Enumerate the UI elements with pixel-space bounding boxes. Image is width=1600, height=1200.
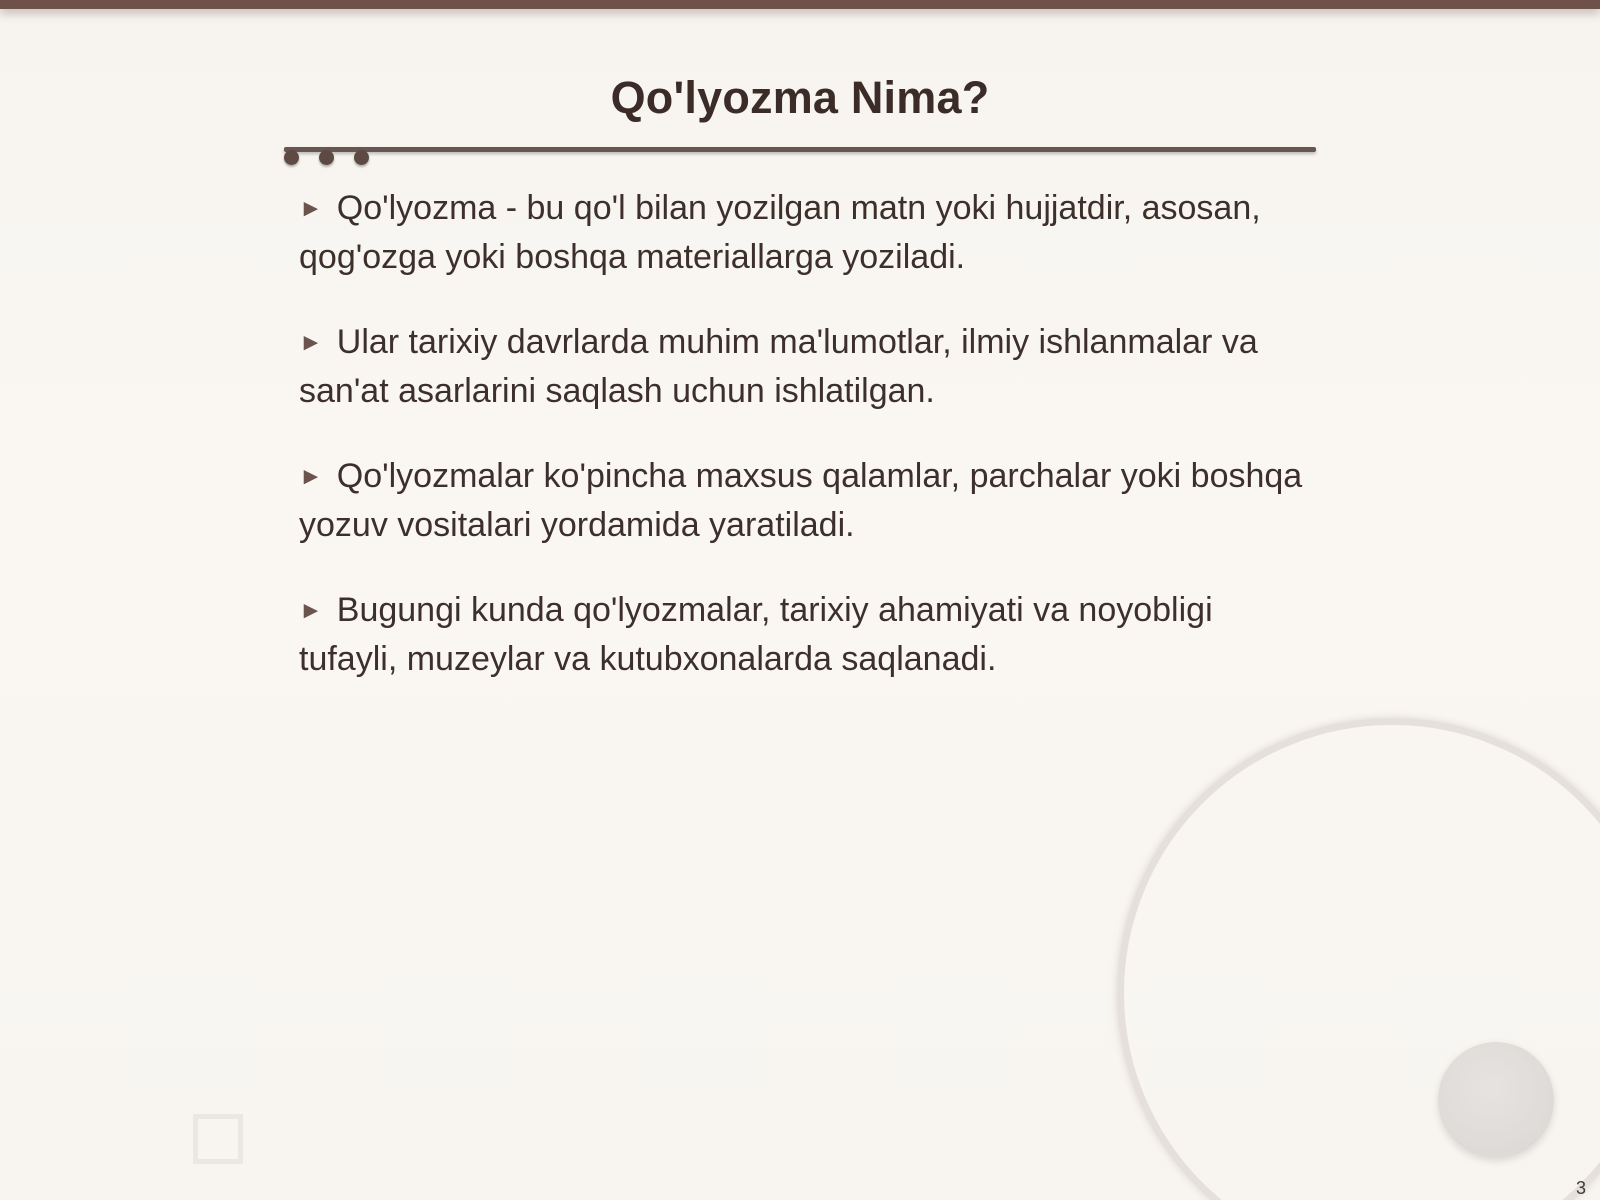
- bullet-text: Qo'lyozmalar ko'pincha maxsus qalamlar, parchalar yoki boshqa yozuv vositalari yordamida yaratiladi.: [299, 457, 1303, 544]
- bullet-text: Bugungi kunda qo'lyozmalar, tarixiy ahamiyati va noyobligi tufayli, muzeylar va kutubxonalarda saqlanadi.: [299, 591, 1213, 678]
- title-underline-rule: [284, 147, 1316, 152]
- top-accent-band: [0, 0, 1600, 9]
- bullet-item: [299, 452, 1319, 550]
- bullet-arrow-icon: ►: [299, 597, 323, 624]
- bullet-text: Ular tarixiy davrlarda muhim ma'lumotlar, ilmiy ishlanmalar va san'at asarlarini saqlash uchun ishlatilgan.: [299, 323, 1258, 410]
- bullet-item: [299, 184, 1319, 282]
- bullet-list: [299, 184, 1319, 720]
- bullet-item: [299, 586, 1319, 684]
- bullet-item: [299, 318, 1319, 416]
- decorative-disc: [1438, 1042, 1554, 1158]
- rule-dot-icon: [284, 150, 299, 165]
- bullet-text: Qo'lyozma - bu qo'l bilan yozilgan matn yoki hujjatdir, asosan, qog'ozga yoki boshqa materiallarga yoziladi.: [299, 189, 1261, 276]
- bullet-arrow-icon: ►: [299, 195, 323, 222]
- page-number: 3: [1575, 1178, 1586, 1198]
- slide-title: Qo'lyozma Nima?: [610, 72, 990, 123]
- bullet-arrow-icon: ►: [299, 329, 323, 356]
- decorative-square: [193, 1114, 243, 1164]
- rule-dot-icon: [354, 150, 369, 165]
- bullet-arrow-icon: ►: [299, 463, 323, 490]
- rule-dot-icon: [319, 150, 334, 165]
